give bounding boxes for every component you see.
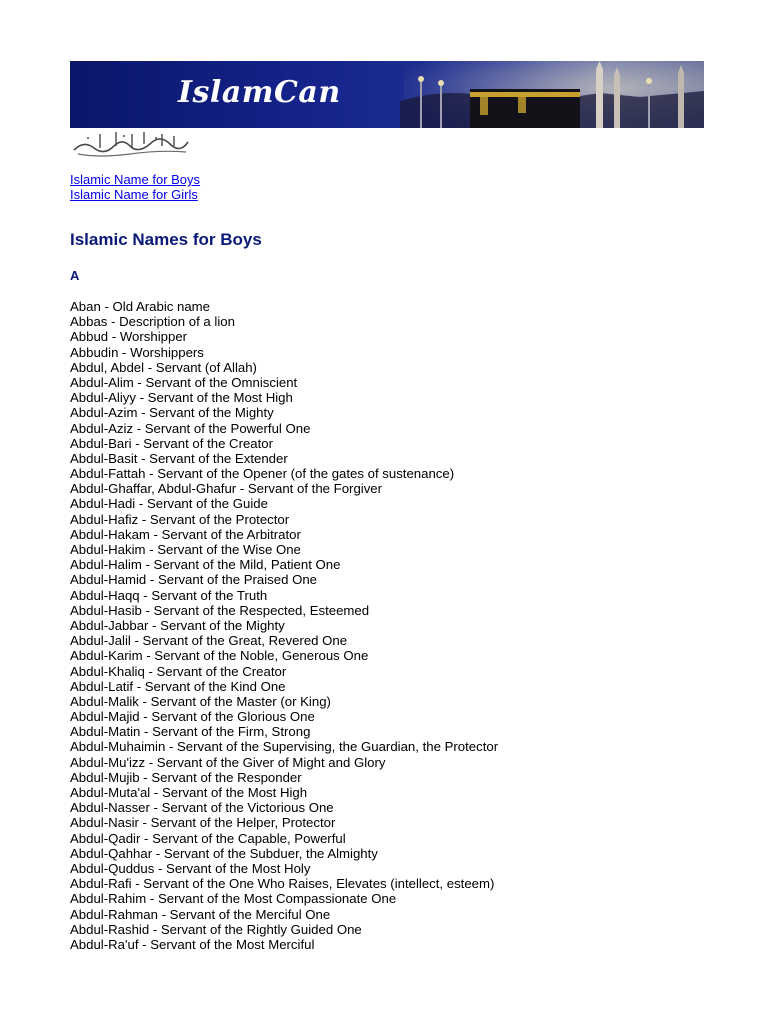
name-entry: Abdul-Hakam - Servant of the Arbitrator (70, 526, 301, 542)
name-entry: Abdul-Rafi - Servant of the One Who Raises, Elevates (intellect, esteem) (70, 876, 495, 892)
name-entry: Abdul-Hakim - Servant of the Wise One (70, 542, 301, 557)
name-entry: Abdul-Qadir - Servant of the Capable, Powerful (70, 830, 346, 846)
name-entry: Abdul-Azim - Servant of the Mighty (70, 405, 274, 421)
name-entry: Abdul-Karim - Servant of the Noble, Generous One (70, 648, 369, 664)
name-entry: Abbud - Worshipper (70, 329, 188, 345)
site-logo[interactable]: IslamCan (178, 75, 341, 110)
name-entry: Abdul-Mujib - Servant of the Responder (70, 769, 302, 785)
name-entry: Abdul-Hasib - Servant of the Respected, Esteemed (70, 602, 370, 618)
name-entry: Abdul-Quddus - Servant of the Most Holy (70, 860, 311, 876)
boys-names-link[interactable]: Islamic Name for Boys (70, 172, 201, 187)
name-entry: Abdul-Basit - Servant of the Extender (70, 450, 288, 466)
name-entry: Abdul-Haqq - Servant of the Truth (70, 587, 268, 603)
site-banner (70, 61, 704, 128)
name-entry: Abbudin - Worshippers (70, 344, 204, 360)
names-list (70, 299, 498, 952)
name-entry: Abdul-Rahim - Servant of the Most Compassionate One (70, 891, 397, 907)
name-entry: Abdul-Alim - Servant of the Omniscient (70, 374, 298, 390)
mosque-scene-icon (400, 61, 704, 128)
girls-names-link[interactable]: Islamic Name for Girls (70, 187, 198, 202)
name-entry: Abdul-Fattah - Servant of the Opener (of the gates of sustenance) (70, 466, 455, 482)
name-entry: Abdul-Mu'izz - Servant of the Giver of Might and Glory (70, 754, 386, 770)
name-entry: Abdul-Ra'uf - Servant of the Most Merciful (70, 936, 315, 952)
name-entry: Abdul-Aliyy - Servant of the Most High (70, 390, 293, 406)
name-entry: Abdul-Matin - Servant of the Firm, Strong (70, 724, 311, 740)
bismillah-calligraphy-icon (70, 128, 192, 158)
name-entry: Abdul-Qahhar - Servant of the Subduer, the Almighty (70, 845, 378, 861)
name-entry: Abdul-Muhaimin - Servant of the Supervising, the Guardian, the Protector (70, 739, 499, 755)
name-entry: Abdul-Hadi - Servant of the Guide (70, 496, 268, 512)
name-entry: Abdul-Nasser - Servant of the Victorious One (70, 800, 334, 816)
name-category-links (70, 172, 200, 202)
section-letter-heading: A (70, 268, 80, 283)
name-entry: Abdul-Khaliq - Servant of the Creator (70, 663, 287, 679)
name-entry: Abdul-Hafiz - Servant of the Protector (70, 511, 290, 527)
name-entry: Abdul-Ghaffar, Abdul-Ghafur - Servant of the Forgiver (70, 481, 383, 497)
name-entry: Abdul-Nasir - Servant of the Helper, Protector (70, 815, 336, 831)
name-entry: Abdul-Malik - Servant of the Master (or King) (70, 693, 331, 709)
name-entry: Abdul-Jalil - Servant of the Great, Revered One (70, 633, 348, 649)
name-entry: Abdul-Muta'al - Servant of the Most High (70, 785, 308, 800)
name-entry: Abdul-Halim - Servant of the Mild, Patient One (70, 557, 341, 573)
name-entry: Abdul-Rashid - Servant of the Rightly Guided One (70, 921, 362, 937)
name-entry: Abdul-Hamid - Servant of the Praised One (70, 572, 318, 588)
name-entry: Abdul-Bari - Servant of the Creator (70, 435, 274, 451)
name-entry: Abdul-Jabbar - Servant of the Mighty (70, 617, 285, 633)
name-entry: Aban - Old Arabic name (70, 299, 211, 314)
name-entry: Abdul-Aziz - Servant of the Powerful One (70, 420, 311, 436)
name-entry: Abdul-Rahman - Servant of the Merciful One (70, 906, 331, 922)
name-entry: Abdul, Abdel - Servant (of Allah) (70, 359, 257, 375)
name-entry: Abdul-Majid - Servant of the Glorious One (70, 709, 315, 725)
name-entry: Abbas - Description of a lion (70, 314, 235, 330)
page-title: Islamic Names for Boys (70, 230, 262, 249)
name-entry: Abdul-Latif - Servant of the Kind One (70, 678, 286, 694)
